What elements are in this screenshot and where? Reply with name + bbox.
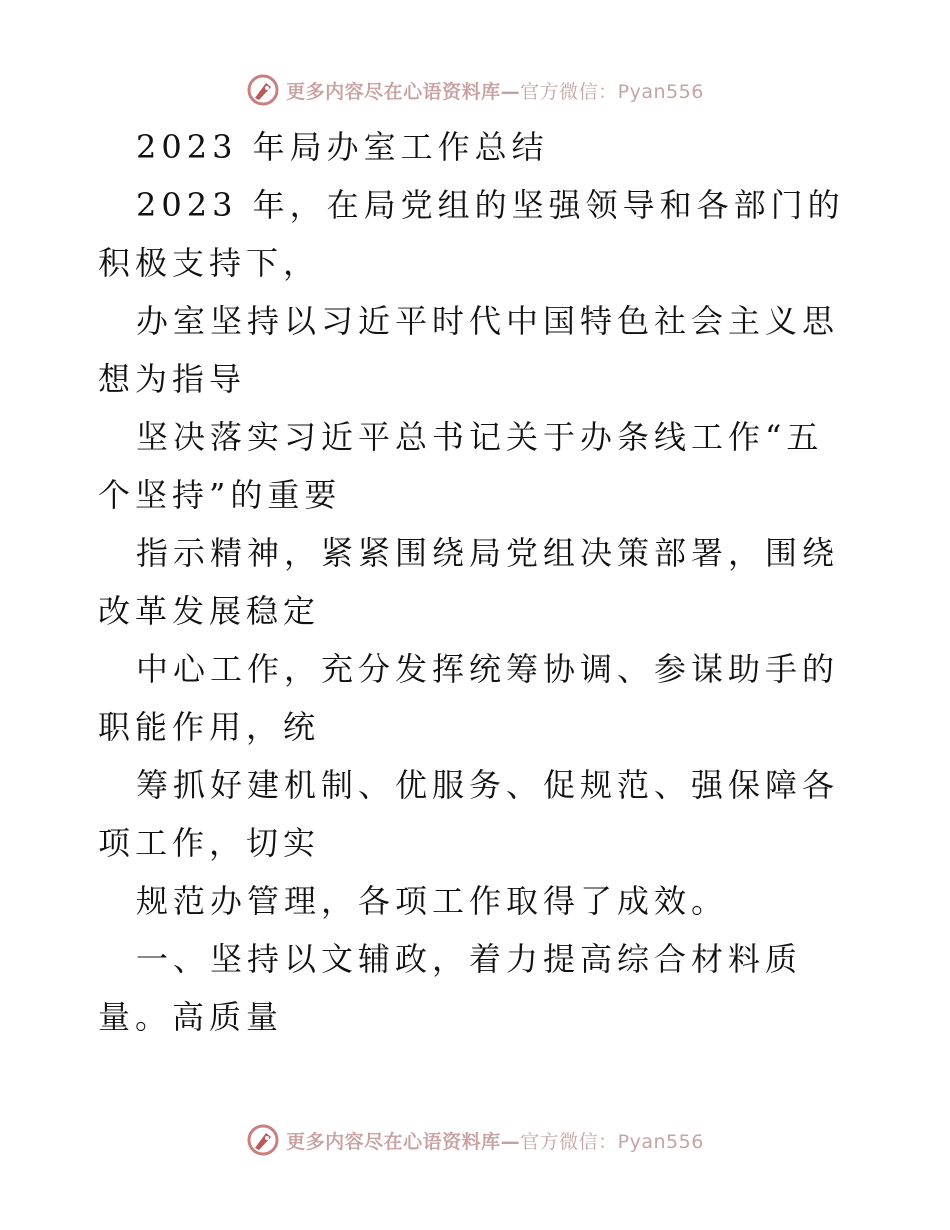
paragraph: 指示精神，紧紧围绕局党组决策部署，围绕改革发展稳定 [98,534,840,630]
paragraph: 规范办管理，各项工作取得了成效。 [136,882,729,920]
header-watermark [0,70,950,110]
pen-nib-circle-logo-icon [246,73,280,107]
watermark-text: 更多内容尽在心语资料库—官方微信：Pyan556 [286,1130,704,1153]
pen-nib-circle-logo-icon [246,1123,280,1157]
section-heading: 一、坚持以文辅政，着力提高综合材料质量。高质量 [98,940,803,1036]
footer-watermark [0,1120,950,1160]
paragraph: 2023 年，在局党组的坚强领导和各部门的积极支持下， [98,186,845,282]
paragraph: 坚决落实习近平总书记关于办条线工作“五个坚持”的重要 [98,418,824,514]
paragraph: 中心工作，充分发挥统筹协调、参谋助手的职能作用，统 [98,650,840,746]
paragraph: 办室坚持以习近平时代中国特色社会主义思想为指导 [98,302,840,398]
paragraph: 筹抓好建机制、优服务、促规范、强保障各项工作，切实 [98,766,840,862]
watermark-text: 更多内容尽在心语资料库—官方微信：Pyan556 [286,80,704,103]
document-body [98,118,858,1046]
document-title: 2023 年局办室工作总结 [136,128,549,166]
